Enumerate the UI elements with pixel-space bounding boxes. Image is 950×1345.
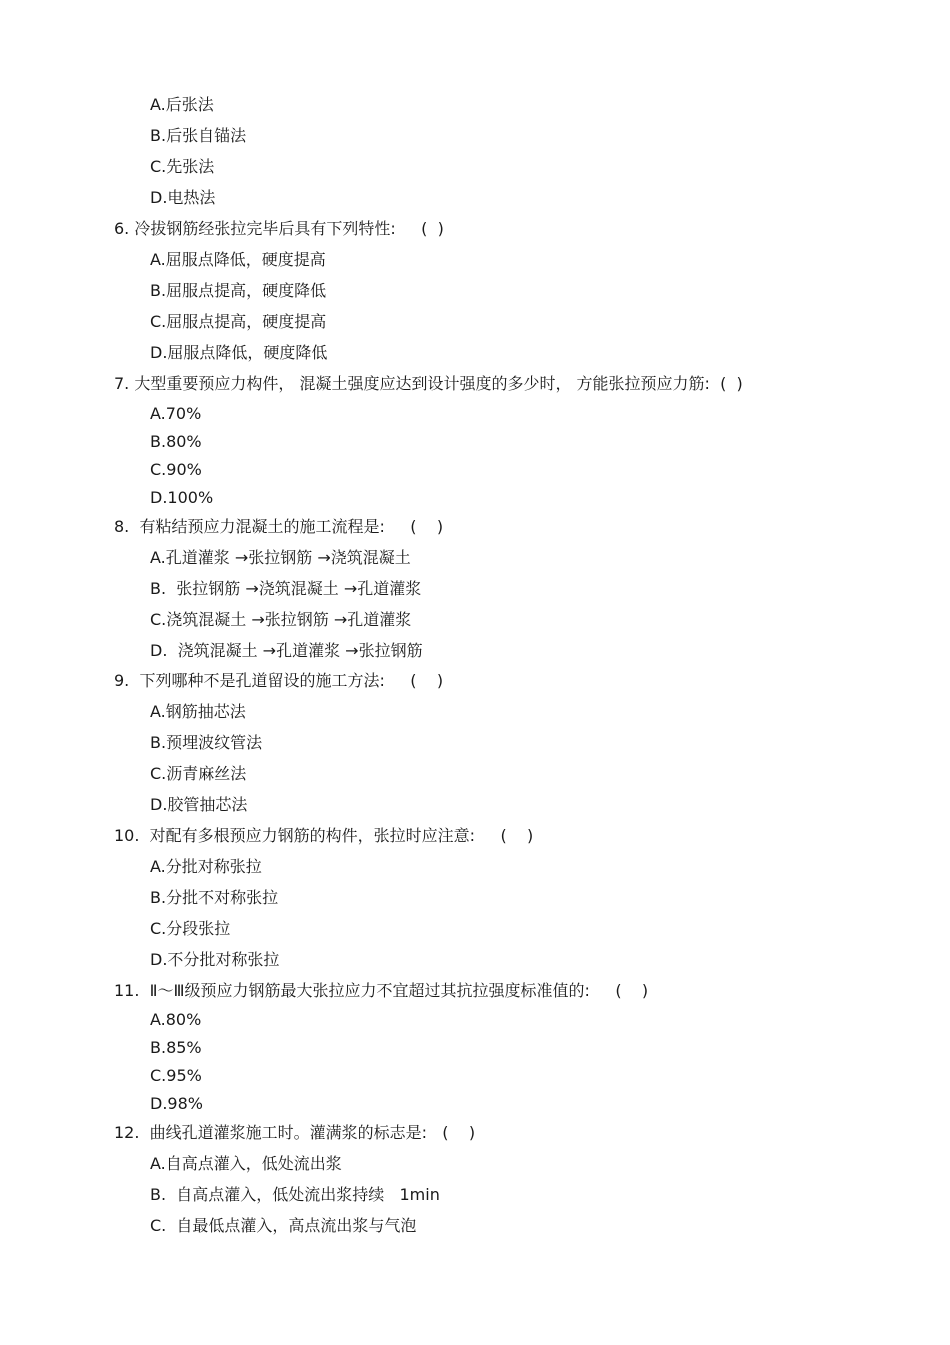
question-8: 8. 有粘结预应力混凝土的施工流程是: ( ) [114, 517, 444, 536]
option-line: D.胶管抽芯法 [150, 795, 248, 814]
option-line: B.屈服点提高，硬度降低 [150, 281, 327, 300]
option-line: C.分段张拉 [150, 919, 231, 938]
question-11: 11. Ⅱ～Ⅲ级预应力钢筋最大张拉应力不宜超过其抗拉强度标准值的: ( ) [114, 981, 649, 1000]
option-line: A.屈服点降低，硬度提高 [150, 250, 326, 269]
option-line: A.钢筋抽芯法 [150, 702, 246, 721]
option-line: D.屈服点降低，硬度降低 [150, 343, 328, 362]
option-line: B.预埋波纹管法 [150, 733, 263, 752]
question-12: 12. 曲线孔道灌浆施工时。灌满浆的标志是: ( ) [114, 1123, 476, 1142]
question-7: 7. 大型重要预应力构件， 混凝土强度应达到设计强度的多少时， 方能张拉预应力筋: ( ) [114, 374, 743, 393]
option-line: A.孔道灌浆 →张拉钢筋 →浇筑混凝土 [150, 548, 411, 567]
option-line: A.自高点灌入，低处流出浆 [150, 1154, 342, 1173]
option-line: B. 张拉钢筋 →浇筑混凝土 →孔道灌浆 [150, 579, 422, 598]
option-line: C.浇筑混凝土 →张拉钢筋 →孔道灌浆 [150, 610, 412, 629]
option-line: A.分批对称张拉 [150, 857, 262, 876]
option-line: C.先张法 [150, 157, 215, 176]
option-line: D.不分批对称张拉 [150, 950, 280, 969]
option-line: A.80% [150, 1010, 202, 1029]
question-10: 10. 对配有多根预应力钢筋的构件，张拉时应注意: ( ) [114, 826, 534, 845]
option-line: B.80% [150, 432, 202, 451]
option-line: A.70% [150, 404, 202, 423]
option-line: C.90% [150, 460, 202, 479]
option-line: D. 浇筑混凝土 →孔道灌浆 →张拉钢筋 [150, 641, 423, 660]
option-line: B.后张自锚法 [150, 126, 247, 145]
option-line: C.屈服点提高，硬度提高 [150, 312, 327, 331]
option-line: C.沥青麻丝法 [150, 764, 247, 783]
option-line: D.100% [150, 488, 214, 507]
question-6: 6. 冷拔钢筋经张拉完毕后具有下列特性: ( ) [114, 219, 444, 238]
option-line: D.电热法 [150, 188, 216, 207]
option-line: C.95% [150, 1066, 202, 1085]
option-line: B.85% [150, 1038, 202, 1057]
option-line: C. 自最低点灌入，高点流出浆与气泡 [150, 1216, 417, 1235]
option-line: B.分批不对称张拉 [150, 888, 279, 907]
option-line: D.98% [150, 1094, 203, 1113]
question-9: 9. 下列哪种不是孔道留设的施工方法: ( ) [114, 671, 444, 690]
option-line: A.后张法 [150, 95, 214, 114]
option-line: B. 自高点灌入，低处流出浆持续 1min [150, 1185, 440, 1204]
